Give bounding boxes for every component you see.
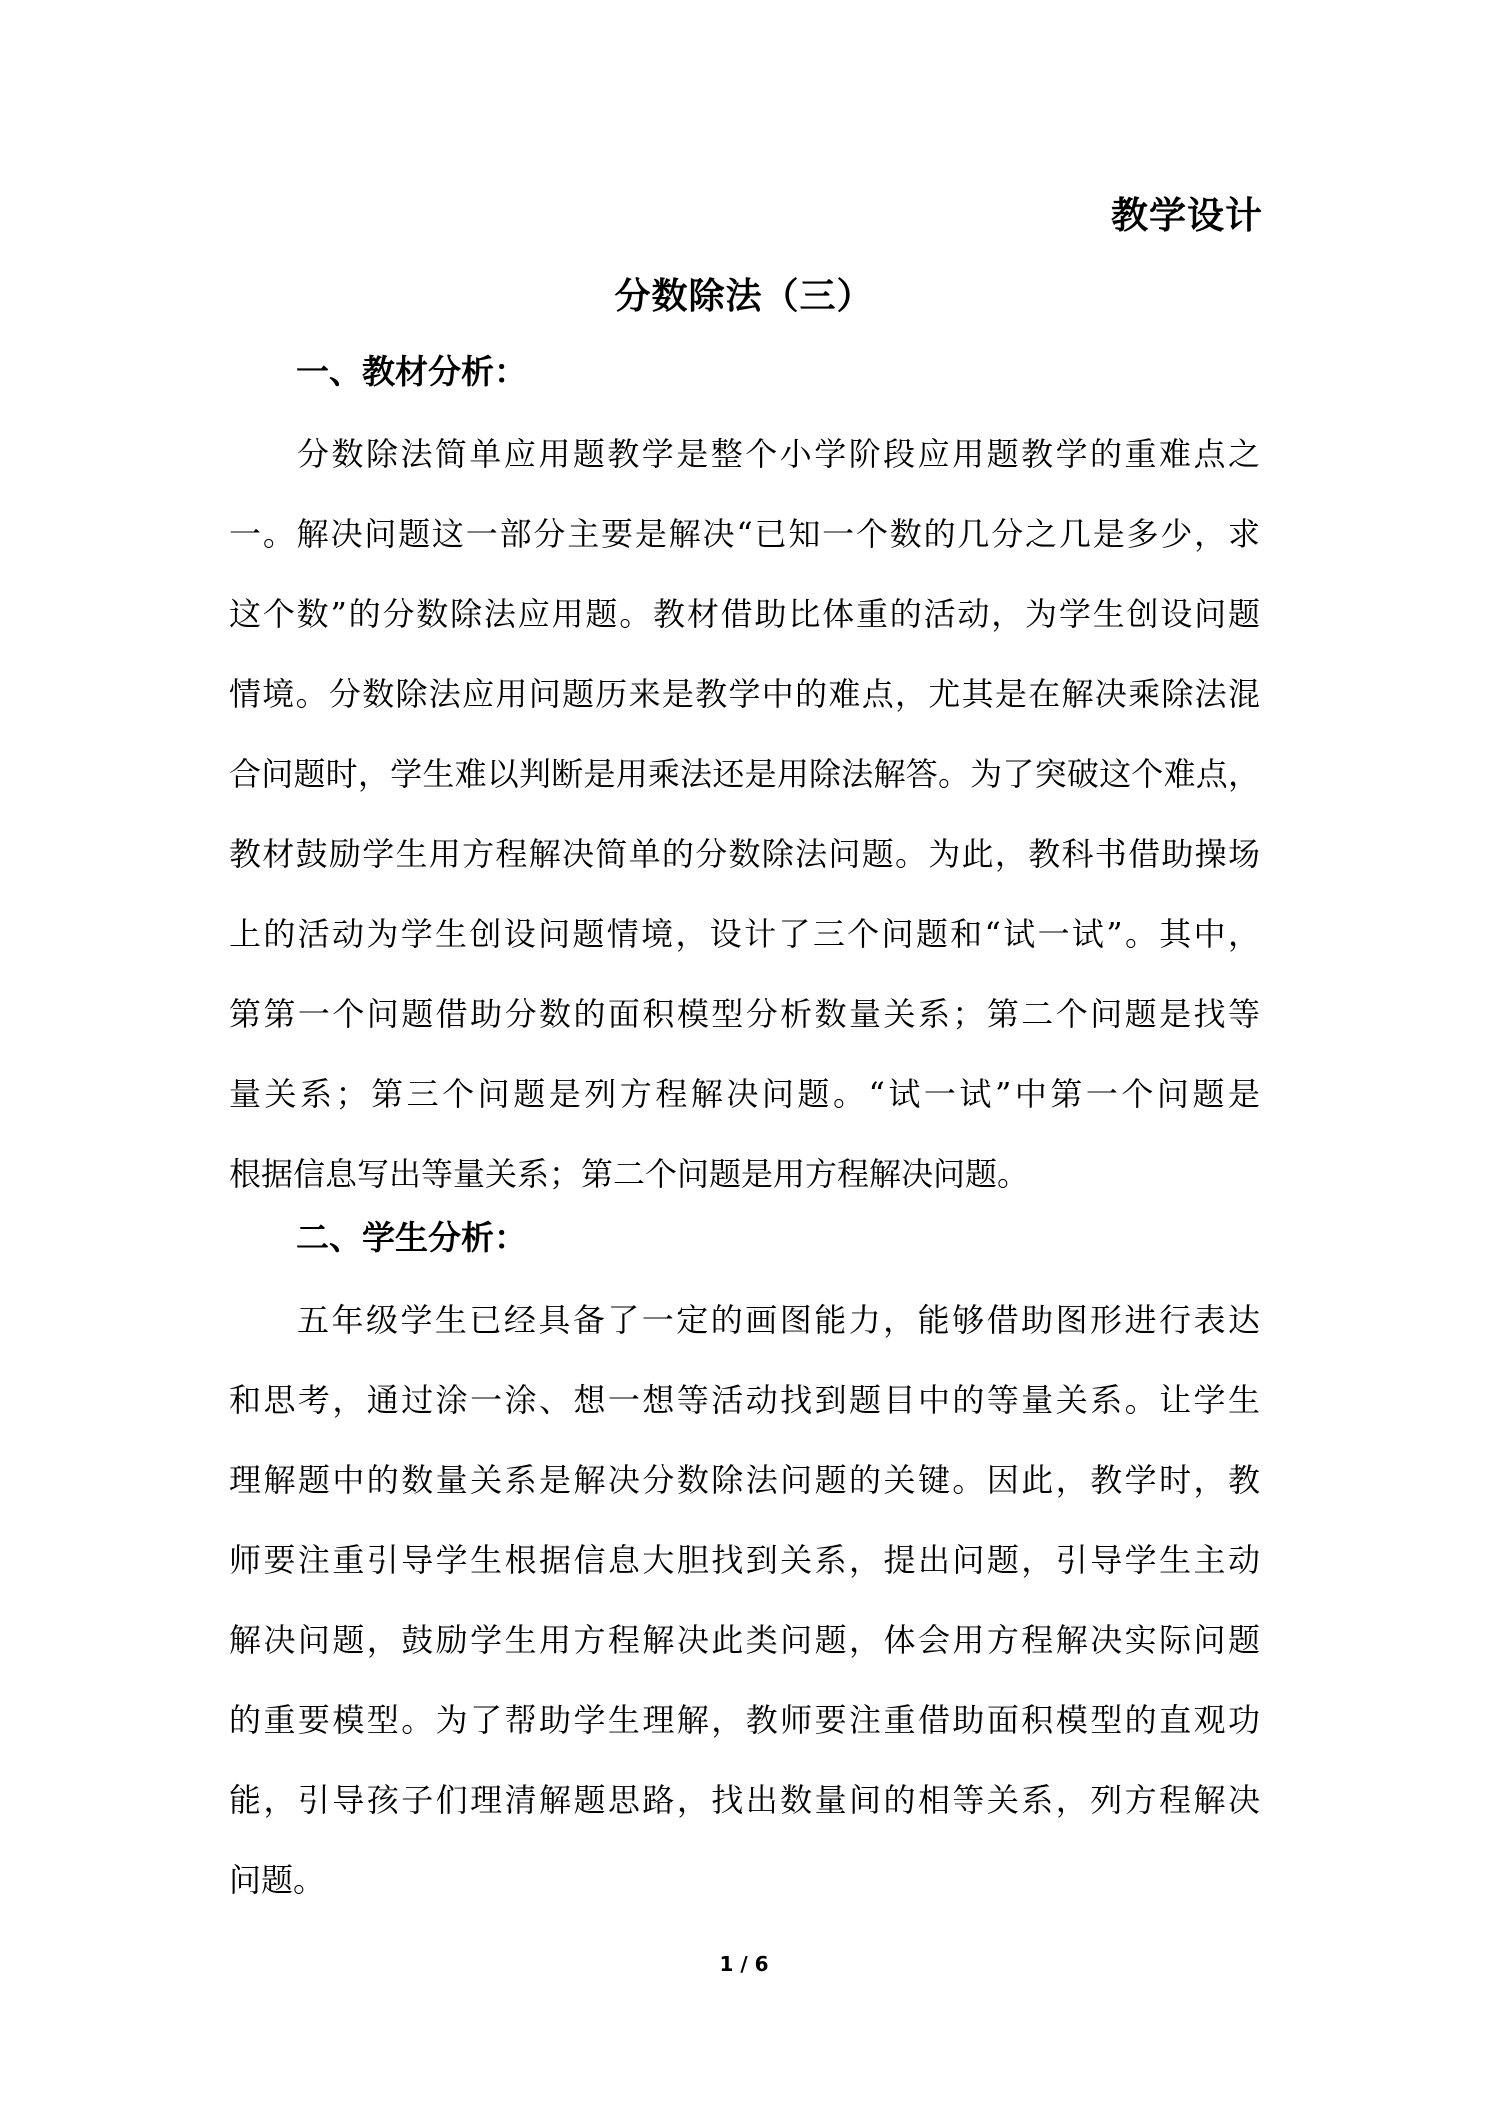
paragraph-line: 能，引导孩子们理清解题思路，找出数量间的相等关系，列方程解决 — [229, 1781, 1260, 1819]
paragraph-student-analysis — [229, 1280, 1260, 1920]
paragraph-line: 的重要模型。为了帮助学生理解，教师要注重借助面积模型的直观功 — [229, 1701, 1260, 1739]
paragraph-line: 教材鼓励学生用方程解决简单的分数除法问题。为此，教科书借助操场 — [229, 835, 1260, 873]
section-heading-student-analysis: 二、学生分析： — [296, 1218, 527, 1257]
section-heading-textbook-analysis: 一、教材分析： — [296, 352, 527, 391]
paragraph-line: 解决问题，鼓励学生用方程解决此类问题，体会用方程解决实际问题 — [229, 1621, 1260, 1659]
paragraph-line: 第第一个问题借助分数的面积模型分析数量关系；第二个问题是找等 — [229, 995, 1260, 1033]
paragraph-line: 问题。 — [229, 1861, 326, 1899]
paragraph-line: 师要注重引导学生根据信息大胆找到关系，提出问题，引导学生主动 — [229, 1541, 1260, 1579]
paragraph-line: 理解题中的数量关系是解决分数除法问题的关键。因此，教学时，教 — [229, 1461, 1260, 1499]
document-title: 分数除法（三） — [614, 276, 874, 317]
paragraph-line: 和思考，通过涂一涂、想一想等活动找到题目中的等量关系。让学生 — [229, 1381, 1260, 1419]
paragraph-line: 这个数”的分数除法应用题。教材借助比体重的活动，为学生创设问题 — [229, 595, 1260, 633]
paragraph-line: 合问题时，学生难以判断是用乘法还是用除法解答。为了突破这个难点， — [229, 755, 1260, 793]
paragraph-line: 根据信息写出等量关系；第二个问题是用方程解决问题。 — [229, 1155, 1030, 1193]
paragraph-line: 量关系；第三个问题是列方程解决问题。“试一试”中第一个问题是 — [229, 1075, 1260, 1113]
paragraph-line: 一。解决问题这一部分主要是解决“已知一个数的几分之几是多少，求 — [229, 515, 1260, 553]
document-header: 教学设计 — [1111, 194, 1263, 237]
paragraph-textbook-analysis — [229, 414, 1260, 1214]
paragraph-line: 分数除法简单应用题教学是整个小学阶段应用题教学的重难点之 — [297, 435, 1260, 473]
paragraph-line: 上的活动为学生创设问题情境，设计了三个问题和“试一试”。其中， — [229, 915, 1260, 953]
paragraph-line: 情境。分数除法应用问题历来是教学中的难点，尤其是在解决乘除法混 — [229, 675, 1260, 713]
paragraph-line: 五年级学生已经具备了一定的画图能力，能够借助图形进行表达 — [297, 1301, 1260, 1339]
page-number: 1 / 6 — [719, 1952, 769, 1976]
